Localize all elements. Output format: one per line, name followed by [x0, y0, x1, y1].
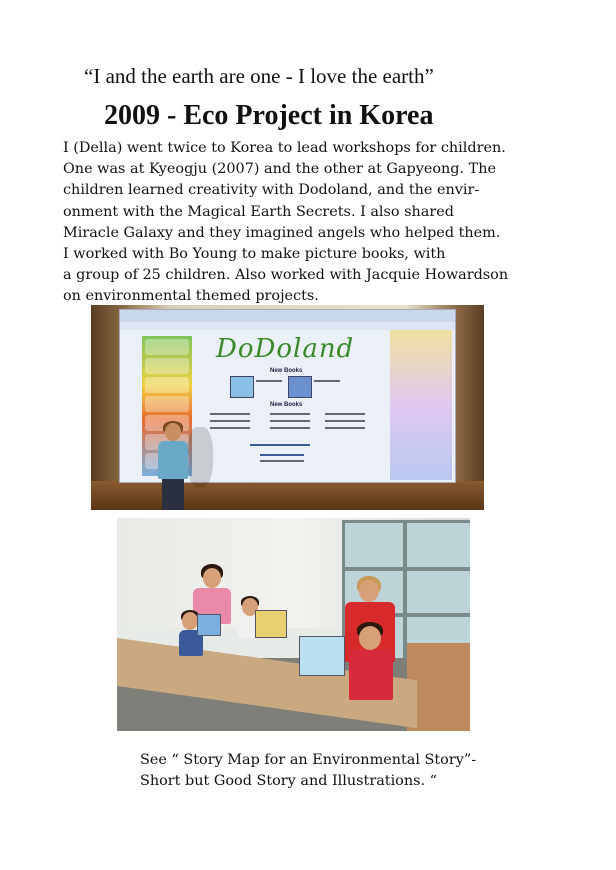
- site-right-panel: [390, 330, 452, 480]
- presentation-photo: [91, 305, 484, 510]
- picture-book: [299, 636, 345, 676]
- photo-wood-panel: [91, 481, 484, 510]
- body-paragraph: [63, 138, 563, 308]
- picture-book: [255, 610, 287, 638]
- browser-tabs: [120, 322, 455, 330]
- body-line: on environmental themed projects.: [63, 288, 319, 305]
- presenter-figure: [153, 423, 193, 510]
- caption-line: See “ Story Map for an Environmental Story”-: [140, 752, 477, 768]
- page-title: 2009 - Eco Project in Korea: [104, 100, 434, 131]
- body-line: children learned creativity with Dodoland, and the envir-: [63, 182, 480, 199]
- book-thumbnail: [230, 376, 254, 398]
- photo-caption: [140, 750, 476, 792]
- picture-book: [197, 614, 221, 636]
- caption-line: Short but Good Story and Illustrations. “: [140, 773, 437, 789]
- body-line: I worked with Bo Young to make picture books, with: [63, 246, 446, 263]
- body-line: a group of 25 children. Also worked with Jacquie Howardson: [63, 267, 509, 284]
- body-line: One was at Kyeogju (2007) and the other at Gapyeong. The: [63, 161, 497, 178]
- body-line: Miracle Galaxy and they imagined angels who helped them.: [63, 224, 501, 241]
- dodoland-logo: DoDoland: [216, 334, 355, 364]
- body-line: onment with the Magical Earth Secrets. I also shared: [63, 203, 454, 220]
- quote: “I and the earth are one - I love the earth”: [84, 64, 434, 88]
- children-workshop-photo: [117, 518, 470, 731]
- browser-toolbar: [120, 310, 455, 322]
- screen-section-heading: New Books: [270, 402, 303, 408]
- screen-section-heading: New Books: [270, 368, 303, 374]
- body-line: I (Della) went twice to Korea to lead workshops for children.: [63, 140, 506, 156]
- book-thumbnail: [288, 376, 312, 398]
